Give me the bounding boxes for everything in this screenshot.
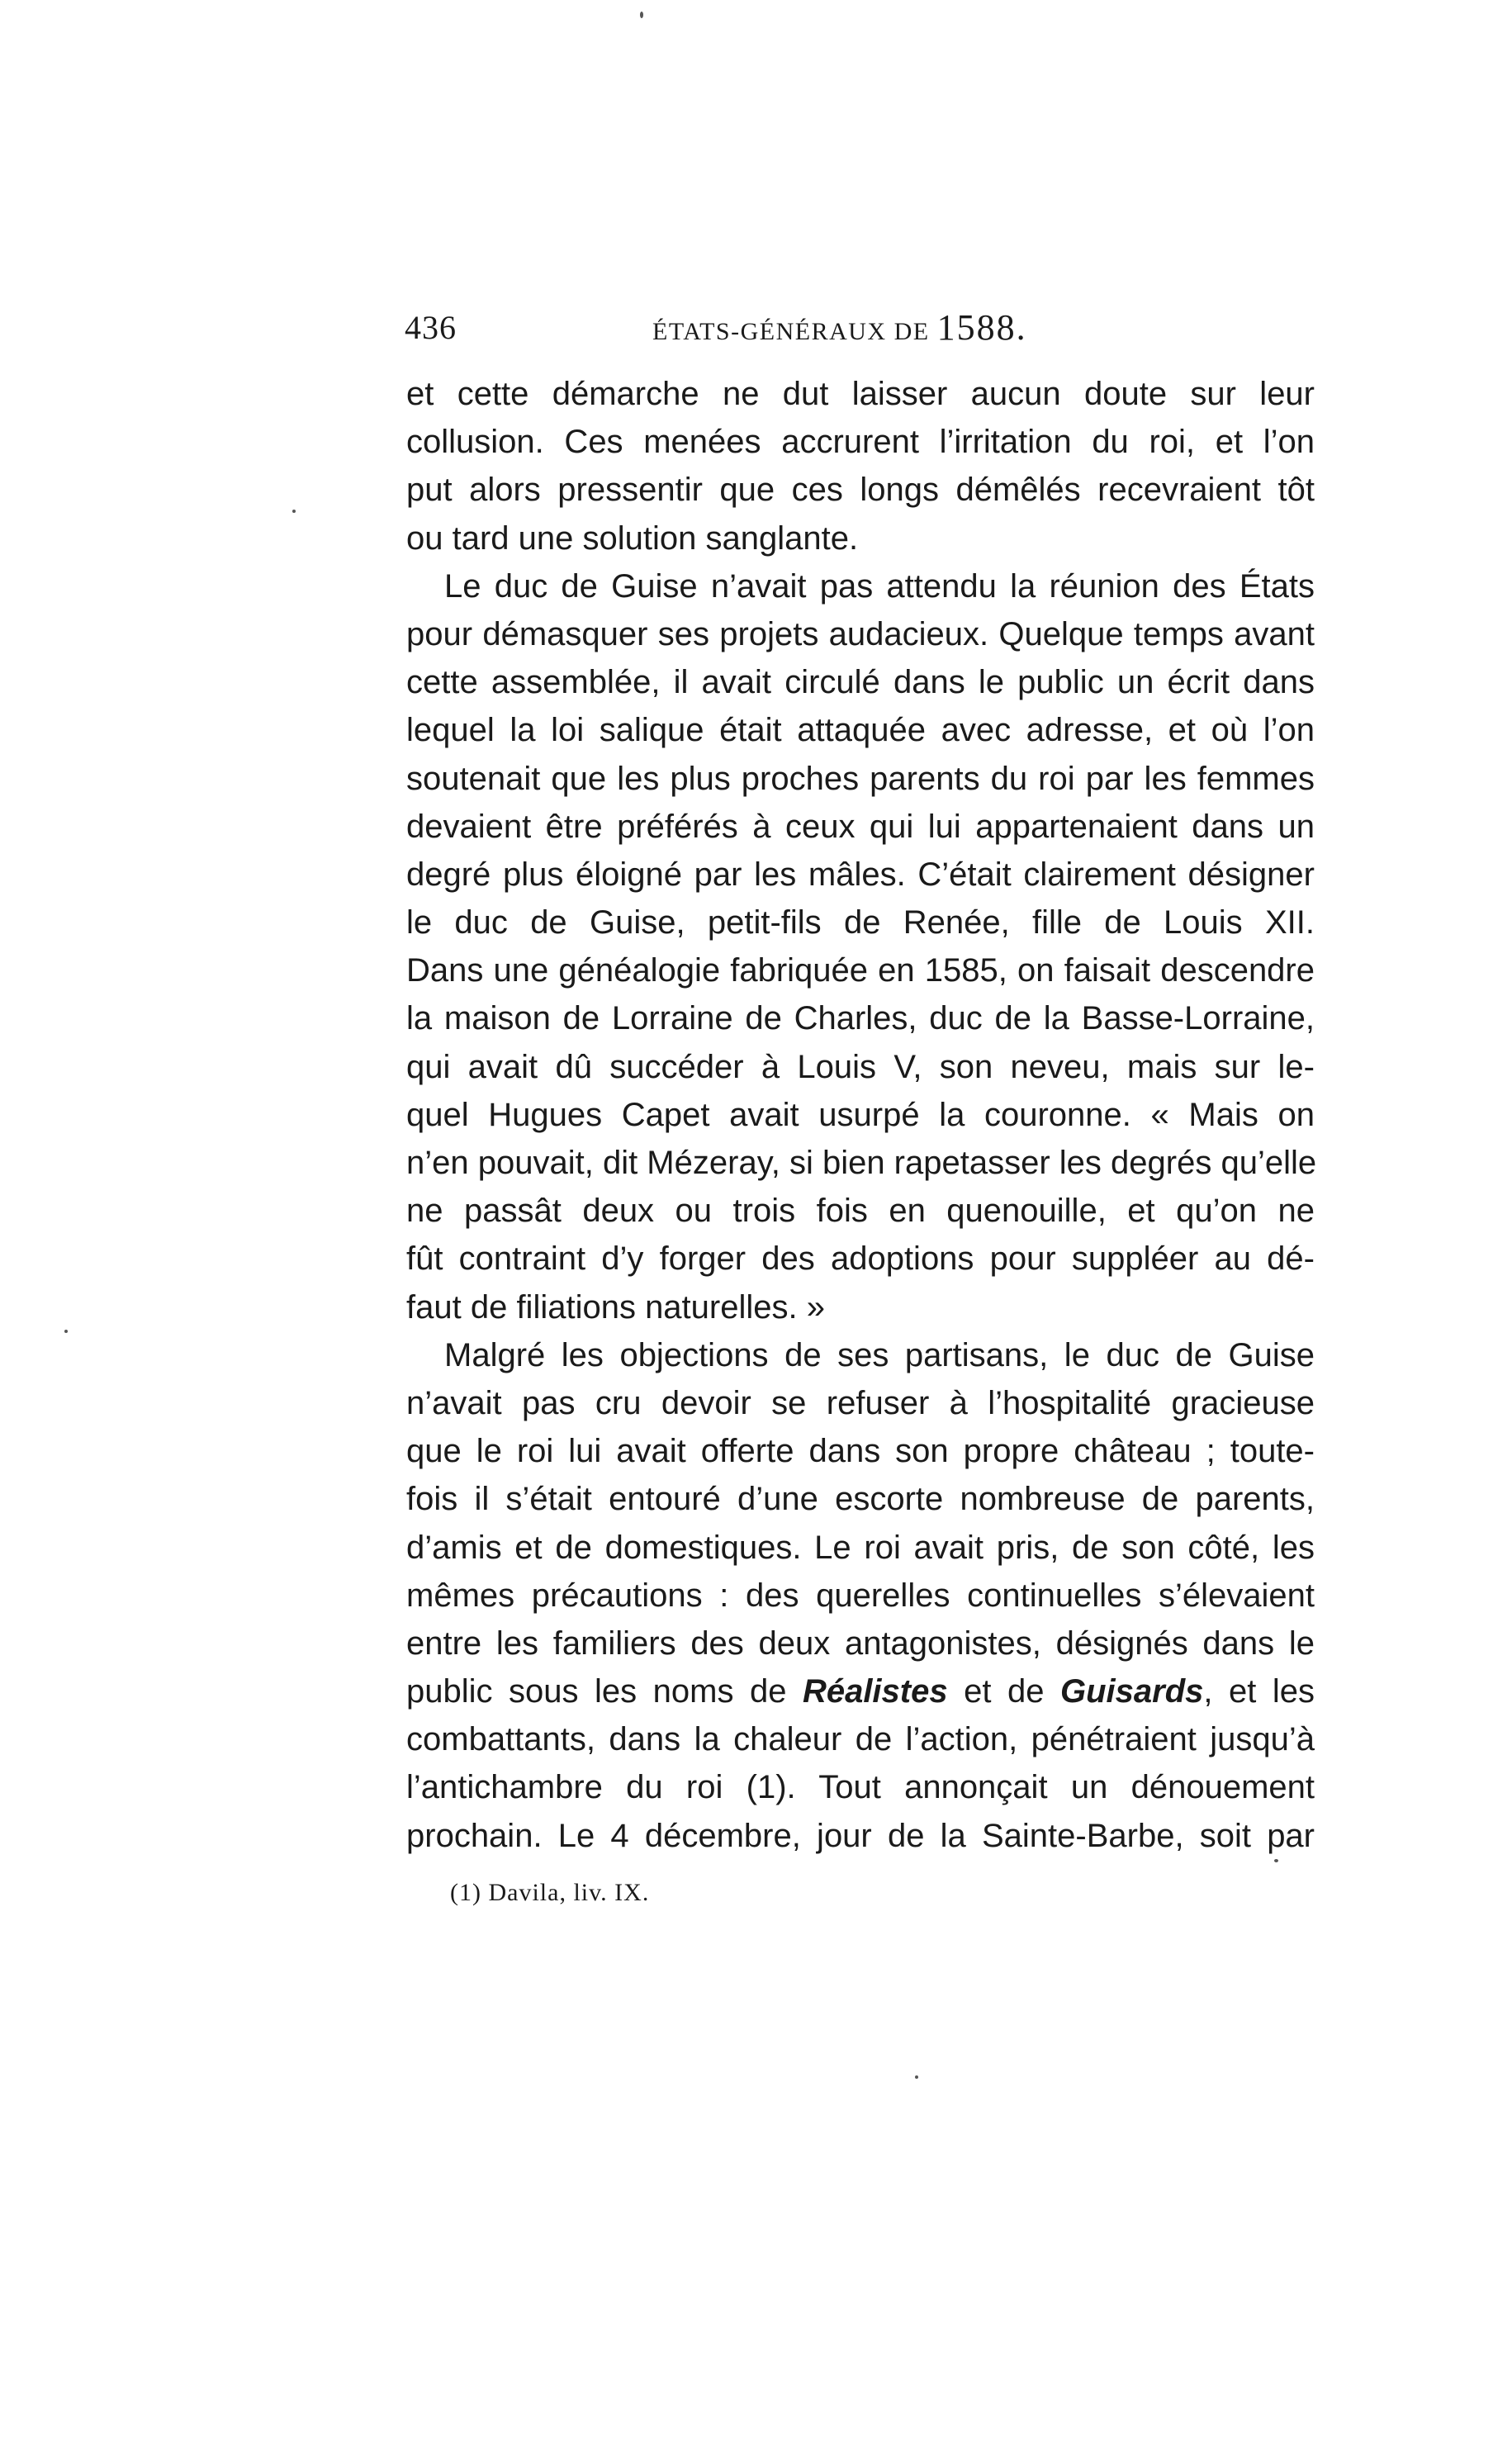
text-line: collusion. Ces menées accrurent l’irritation du roi, et l’on — [406, 424, 1315, 461]
scan-speck — [292, 510, 296, 513]
text-segment: , et les — [1203, 1673, 1315, 1710]
text-line: qui avait dû succéder à Louis V, son neveu, mais sur le- — [406, 1048, 1315, 1085]
text-line: et cette démarche ne dut laisser aucun doute sur leur — [406, 376, 1315, 412]
text-segment: et de — [947, 1673, 1060, 1710]
text-line: soutenait que les plus proches parents du roi par les femmes — [406, 760, 1315, 797]
running-head — [405, 307, 1317, 349]
text-line: faut de filiations naturelles. » — [406, 1288, 825, 1326]
text-line: Le duc de Guise n’avait pas attendu la réunion des États — [444, 567, 1315, 605]
italic-term: Réalistes — [802, 1673, 948, 1710]
text-line: quel Hugues Capet avait usurpé la couronne. « Mais on — [406, 1096, 1315, 1133]
text-line: ne passât deux ou trois fois en quenouille, et qu’on ne — [406, 1193, 1315, 1230]
scan-speck — [640, 12, 643, 18]
text-line: le duc de Guise, petit-fils de Renée, fille de Louis XII. — [406, 904, 1315, 942]
text-line: n’en pouvait, dit Mézeray, si bien rapetasser les degrés qu’elle — [406, 1145, 1317, 1181]
scan-speck — [1274, 1859, 1278, 1862]
text-line: ou tard une solution sanglante. — [406, 519, 859, 557]
text-line: cette assemblée, il avait circulé dans le public un écrit dans — [406, 664, 1315, 701]
text-line: lequel la loi salique était attaquée avec adresse, et où l’on — [406, 712, 1315, 749]
text-line: d’amis et de domestiques. Le roi avait pris, de son côté, les — [406, 1529, 1315, 1566]
text-line — [406, 1667, 1315, 1715]
text-line: l’antichambre du roi (1). Tout annonçait un dénouement — [406, 1769, 1315, 1806]
text-line: pour démasquer ses projets audacieux. Quelque temps avant — [406, 615, 1315, 652]
text-line: entre les familiers des deux antagonistes, désignés dans le — [406, 1625, 1315, 1662]
running-title-year: 1588. — [936, 307, 1027, 348]
text-line: Dans une généalogie fabriquée en 1585, on faisait descendre — [406, 952, 1315, 989]
text-line: combattants, dans la chaleur de l’action, pénétraient jusqu’à — [406, 1721, 1315, 1758]
text-line: fois il s’était entouré d’une escorte nombreuse de parents, — [406, 1481, 1315, 1518]
text-line: mêmes précautions : des querelles continuelles s’élevaient — [406, 1577, 1315, 1614]
running-title-text: ÉTATS-GÉNÉRAUX DE — [652, 318, 930, 345]
running-title — [652, 307, 1027, 353]
text-line: Malgré les objections de ses partisans, le duc de Guise — [444, 1336, 1315, 1373]
body-text — [406, 370, 1315, 1860]
text-line: n’avait pas cru devoir se refuser à l’hospitalité gracieuse — [406, 1384, 1315, 1421]
scan-speck — [915, 2075, 918, 2079]
text-line: fût contraint d’y forger des adoptions pour suppléer au dé- — [406, 1240, 1315, 1278]
page-number: 436 — [405, 309, 457, 346]
text-line: que le roi lui avait offerte dans son propre château ; toute- — [406, 1433, 1315, 1470]
text-line: put alors pressentir que ces longs démêlés recevraient tôt — [406, 472, 1315, 509]
text-segment: public sous les noms de — [406, 1673, 803, 1710]
scan-speck — [64, 1330, 68, 1333]
italic-term: Guisards — [1059, 1673, 1204, 1710]
text-line: degré plus éloigné par les mâles. C’était clairement désigner — [406, 856, 1315, 893]
text-line: devaient être préférés à ceux qui lui appartenaient dans un — [406, 808, 1315, 845]
footnote: (1) Davila, liv. IX. — [450, 1879, 650, 1906]
text-line: la maison de Lorraine de Charles, duc de la Basse-Lorraine, — [406, 1000, 1315, 1037]
text-line: prochain. Le 4 décembre, jour de la Sainte-Barbe, soit par — [406, 1817, 1315, 1854]
